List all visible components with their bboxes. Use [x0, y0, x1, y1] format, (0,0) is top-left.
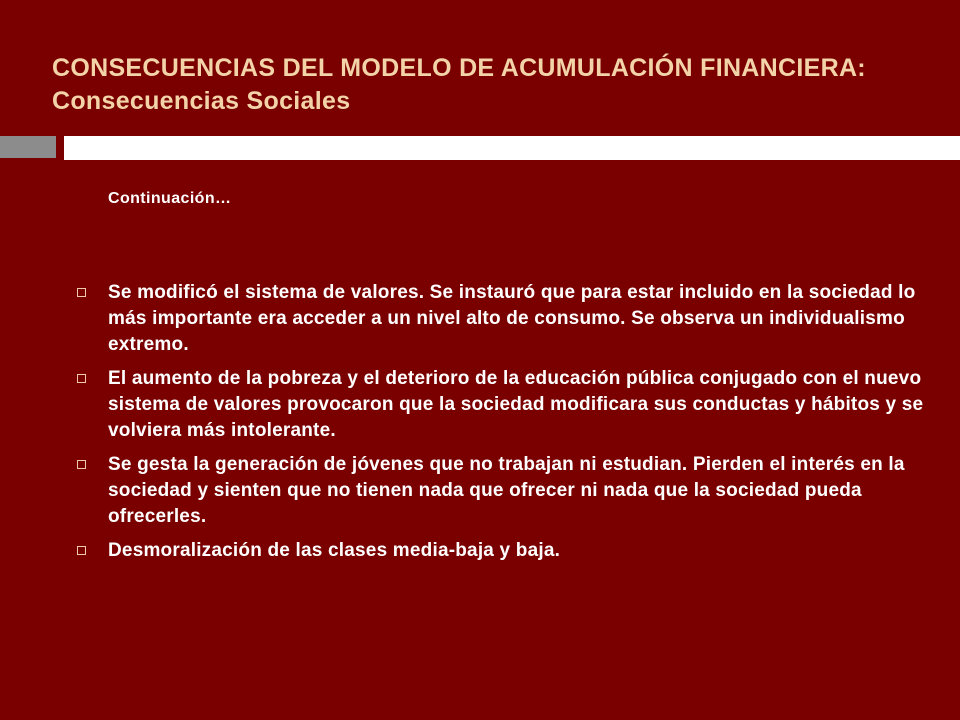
bullet-text: Desmoralización de las clases media-baja y baja. — [108, 540, 561, 561]
bullet-text: El aumento de la pobreza y el deterioro de la educación pública conjugado con el nuevo sistema de valores provocaron que la sociedad modificara sus conductas y hábitos y se volviera más intolerante. — [108, 368, 924, 441]
hollow-square-bullet-icon — [77, 374, 86, 383]
bullet-text: Se gesta la generación de jóvenes que no trabajan ni estudian. Pierden el interés en la sociedad y sienten que no tienen nada que ofrecer ni nada que la sociedad pueda ofrecerles. — [108, 454, 905, 527]
bullet-list — [74, 280, 934, 572]
hollow-square-bullet-icon — [77, 288, 86, 297]
accent-bar-gray — [0, 136, 56, 158]
title-subtitle: : Consecuencias Sociales — [52, 54, 866, 115]
bullet-item — [74, 452, 934, 530]
bullet-text: Se modificó el sistema de valores. Se instauró que para estar incluido en la sociedad lo más importante era acceder a un nivel alto de consumo. Se observa un individualismo extremo. — [108, 282, 916, 355]
hollow-square-bullet-icon — [77, 460, 86, 469]
title-main: CONSECUENCIAS DEL MODELO DE ACUMULACIÓN FINANCIERA — [52, 54, 858, 82]
hollow-square-bullet-icon — [77, 546, 86, 555]
continuation-label: Continuación… — [108, 190, 232, 207]
bullet-item — [74, 538, 934, 564]
bullet-item — [74, 280, 934, 358]
accent-bar-white — [64, 136, 960, 160]
bullet-item — [74, 366, 934, 444]
slide-title — [52, 52, 912, 118]
